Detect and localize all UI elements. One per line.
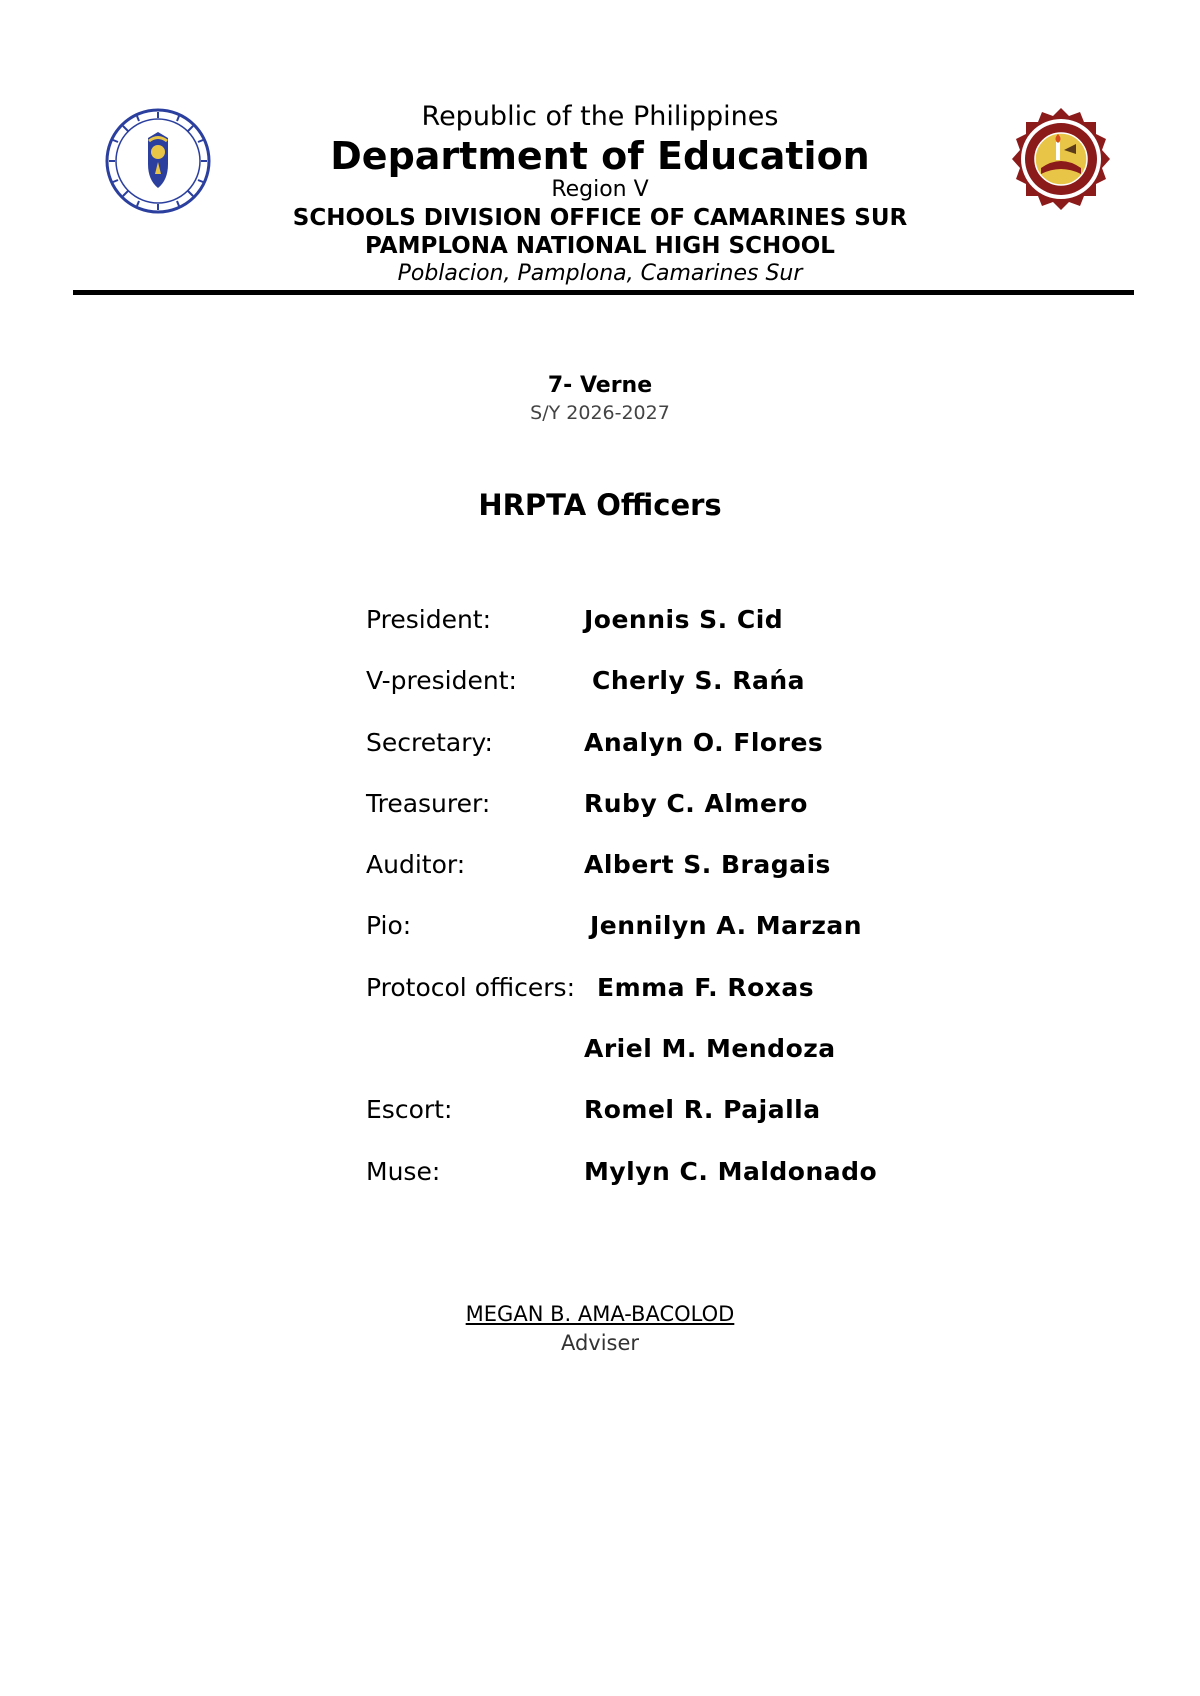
officer-role: Muse:	[366, 1156, 441, 1186]
page-title: HRPTA Officers	[478, 488, 722, 522]
adviser-name: MEGAN B. AMA-BACOLOD	[465, 1302, 735, 1326]
officer-role: Pio:	[366, 911, 412, 941]
section-name: 7- Verne	[547, 373, 653, 398]
officer-row-president	[366, 602, 1066, 663]
officer-role: Escort:	[366, 1095, 453, 1125]
officer-role: Treasurer:	[366, 788, 491, 818]
officer-name: Ariel M. Mendoza	[584, 1034, 836, 1064]
officer-name: Albert S. Bragais	[584, 850, 831, 880]
division-office-label: SCHOOLS DIVISION OFFICE OF CAMARINES SUR	[292, 205, 908, 231]
republic-heading: Republic of the Philippines	[421, 101, 779, 132]
officer-row-escort	[366, 1092, 1066, 1153]
officer-name: Romel R. Pajalla	[584, 1095, 821, 1125]
officer-role: President:	[366, 605, 492, 634]
officer-name: Ruby C. Almero	[584, 788, 808, 818]
officer-row-auditor	[366, 847, 1066, 908]
officer-name: Mylyn C. Maldonado	[584, 1156, 878, 1186]
department-title: Department of Education	[330, 134, 870, 178]
officer-name: Emma F. Roxas	[597, 972, 815, 1002]
officer-name: Analyn O. Flores	[584, 727, 824, 757]
school-address: Poblacion, Pamplona, Camarines Sur	[397, 261, 803, 286]
officer-row-protocol-1	[366, 970, 1066, 1031]
school-year: S/Y 2026-2027	[530, 402, 670, 424]
officer-row-treasurer	[366, 786, 1066, 847]
officer-name: Cherly S. Rańa	[592, 666, 805, 696]
officer-role: V-president:	[366, 666, 517, 696]
school-name: PAMPLONA NATIONAL HIGH SCHOOL	[365, 233, 835, 259]
officer-role: Auditor:	[366, 850, 466, 880]
officer-name: Joennis S. Cid	[584, 605, 784, 634]
officer-row-secretary	[366, 725, 1066, 786]
header-divider	[73, 290, 1134, 295]
officer-name: Jennilyn A. Marzan	[590, 911, 863, 941]
officer-role: Protocol officers:	[366, 972, 576, 1002]
adviser-title: Adviser	[560, 1331, 640, 1355]
region-label: Region V	[551, 177, 649, 202]
officers-list	[366, 602, 1066, 1215]
officer-row-pio	[366, 908, 1066, 969]
officer-row-protocol-2	[366, 1031, 1066, 1092]
officer-role: Secretary:	[366, 727, 493, 757]
officer-row-muse	[366, 1154, 1066, 1215]
officer-row-vice-president	[366, 663, 1066, 724]
